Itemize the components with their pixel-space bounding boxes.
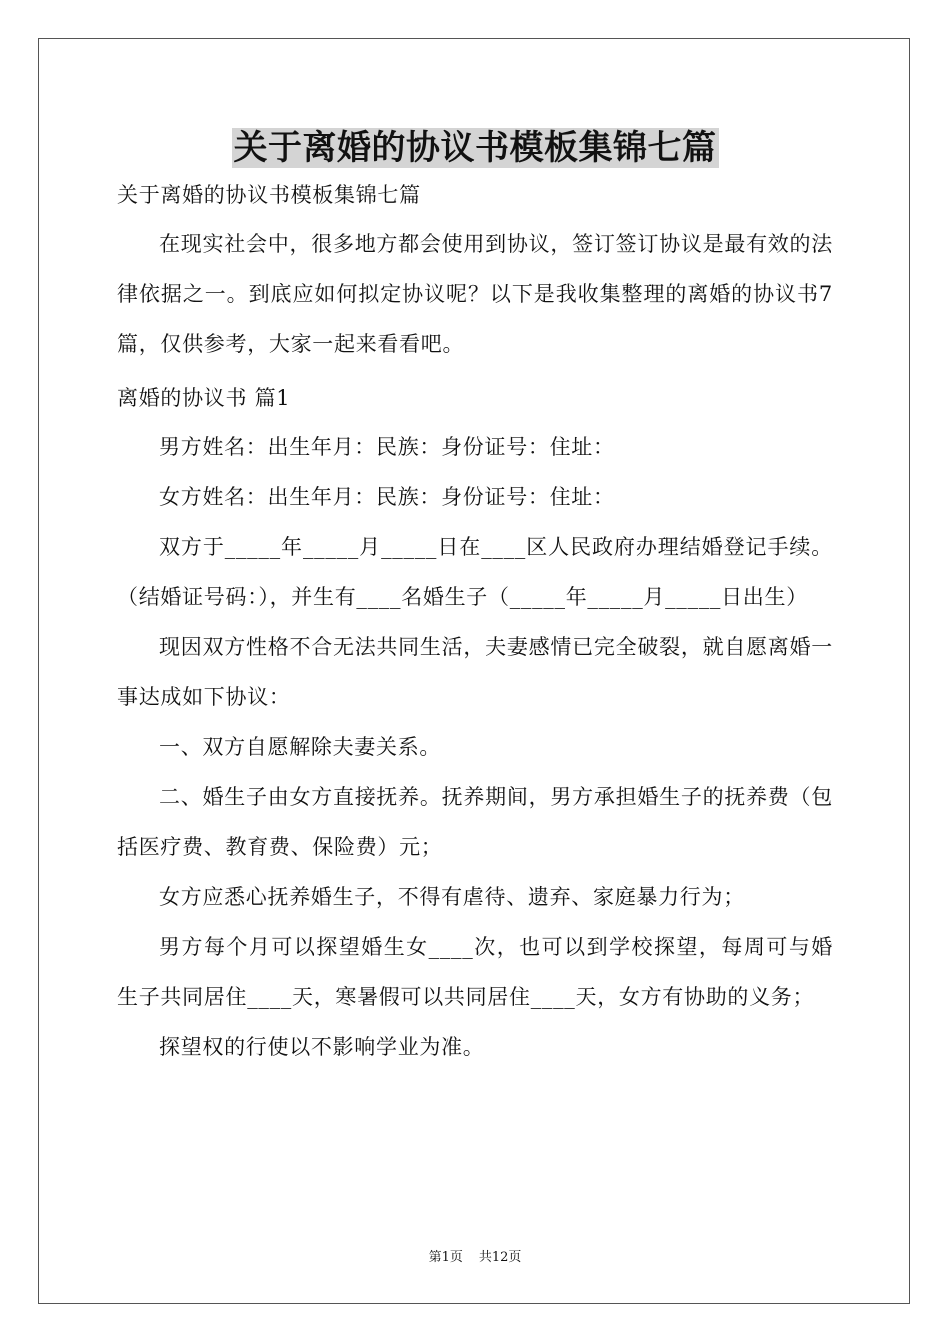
page-footer xyxy=(0,1246,950,1265)
paragraph-visitation-rule: 探望权的行使以不影响学业为准。 xyxy=(159,1035,485,1059)
paragraph-reason: 现因双方性格不合无法共同生活，夫妻感情已完全破裂，就自愿离婚一事达成如下协议： xyxy=(117,635,833,709)
page-number: 第1页 xyxy=(428,1250,463,1265)
document-title-wrap xyxy=(0,128,950,168)
document-subtitle: 关于离婚的协议书模板集锦七篇 xyxy=(117,183,421,207)
document-title: 关于离婚的协议书模板集锦七篇 xyxy=(233,128,717,168)
paragraph-female-duty: 女方应悉心抚养婚生子，不得有虐待、遗弃、家庭暴力行为； xyxy=(159,885,745,909)
document-body xyxy=(117,180,833,1072)
paragraph-clause-2: 二、婚生子由女方直接抚养。抚养期间，男方承担婚生子的抚养费（包括医疗费、教育费、保险费）元； xyxy=(117,785,833,859)
paragraph-male-info: 男方姓名：出生年月：民族：身份证号：住址： xyxy=(159,435,615,459)
paragraph-marriage-registration: 双方于_____年_____月_____日在____区人民政府办理结婚登记手续。（结婚证号码：），并生有____名婚生子（_____年_____月_____日出生） xyxy=(117,535,833,609)
paragraph-female-info: 女方姓名：出生年月：民族：身份证号：住址： xyxy=(159,485,615,509)
section-heading: 离婚的协议书 篇1 xyxy=(117,386,291,410)
paragraph-visitation: 男方每个月可以探望婚生女____次，也可以到学校探望，每周可与婚生子共同居住____天，寒暑假可以共同居住____天，女方有协助的义务； xyxy=(117,935,833,1009)
paragraph-clause-1: 一、双方自愿解除夫妻关系。 xyxy=(159,735,442,759)
intro-paragraph: 在现实社会中，很多地方都会使用到协议，签订签订协议是最有效的法律依据之一。到底应如何拟定协议呢？以下是我收集整理的离婚的协议书7篇，仅供参考，大家一起来看看吧。 xyxy=(117,232,833,356)
page-total: 共12页 xyxy=(478,1250,522,1265)
